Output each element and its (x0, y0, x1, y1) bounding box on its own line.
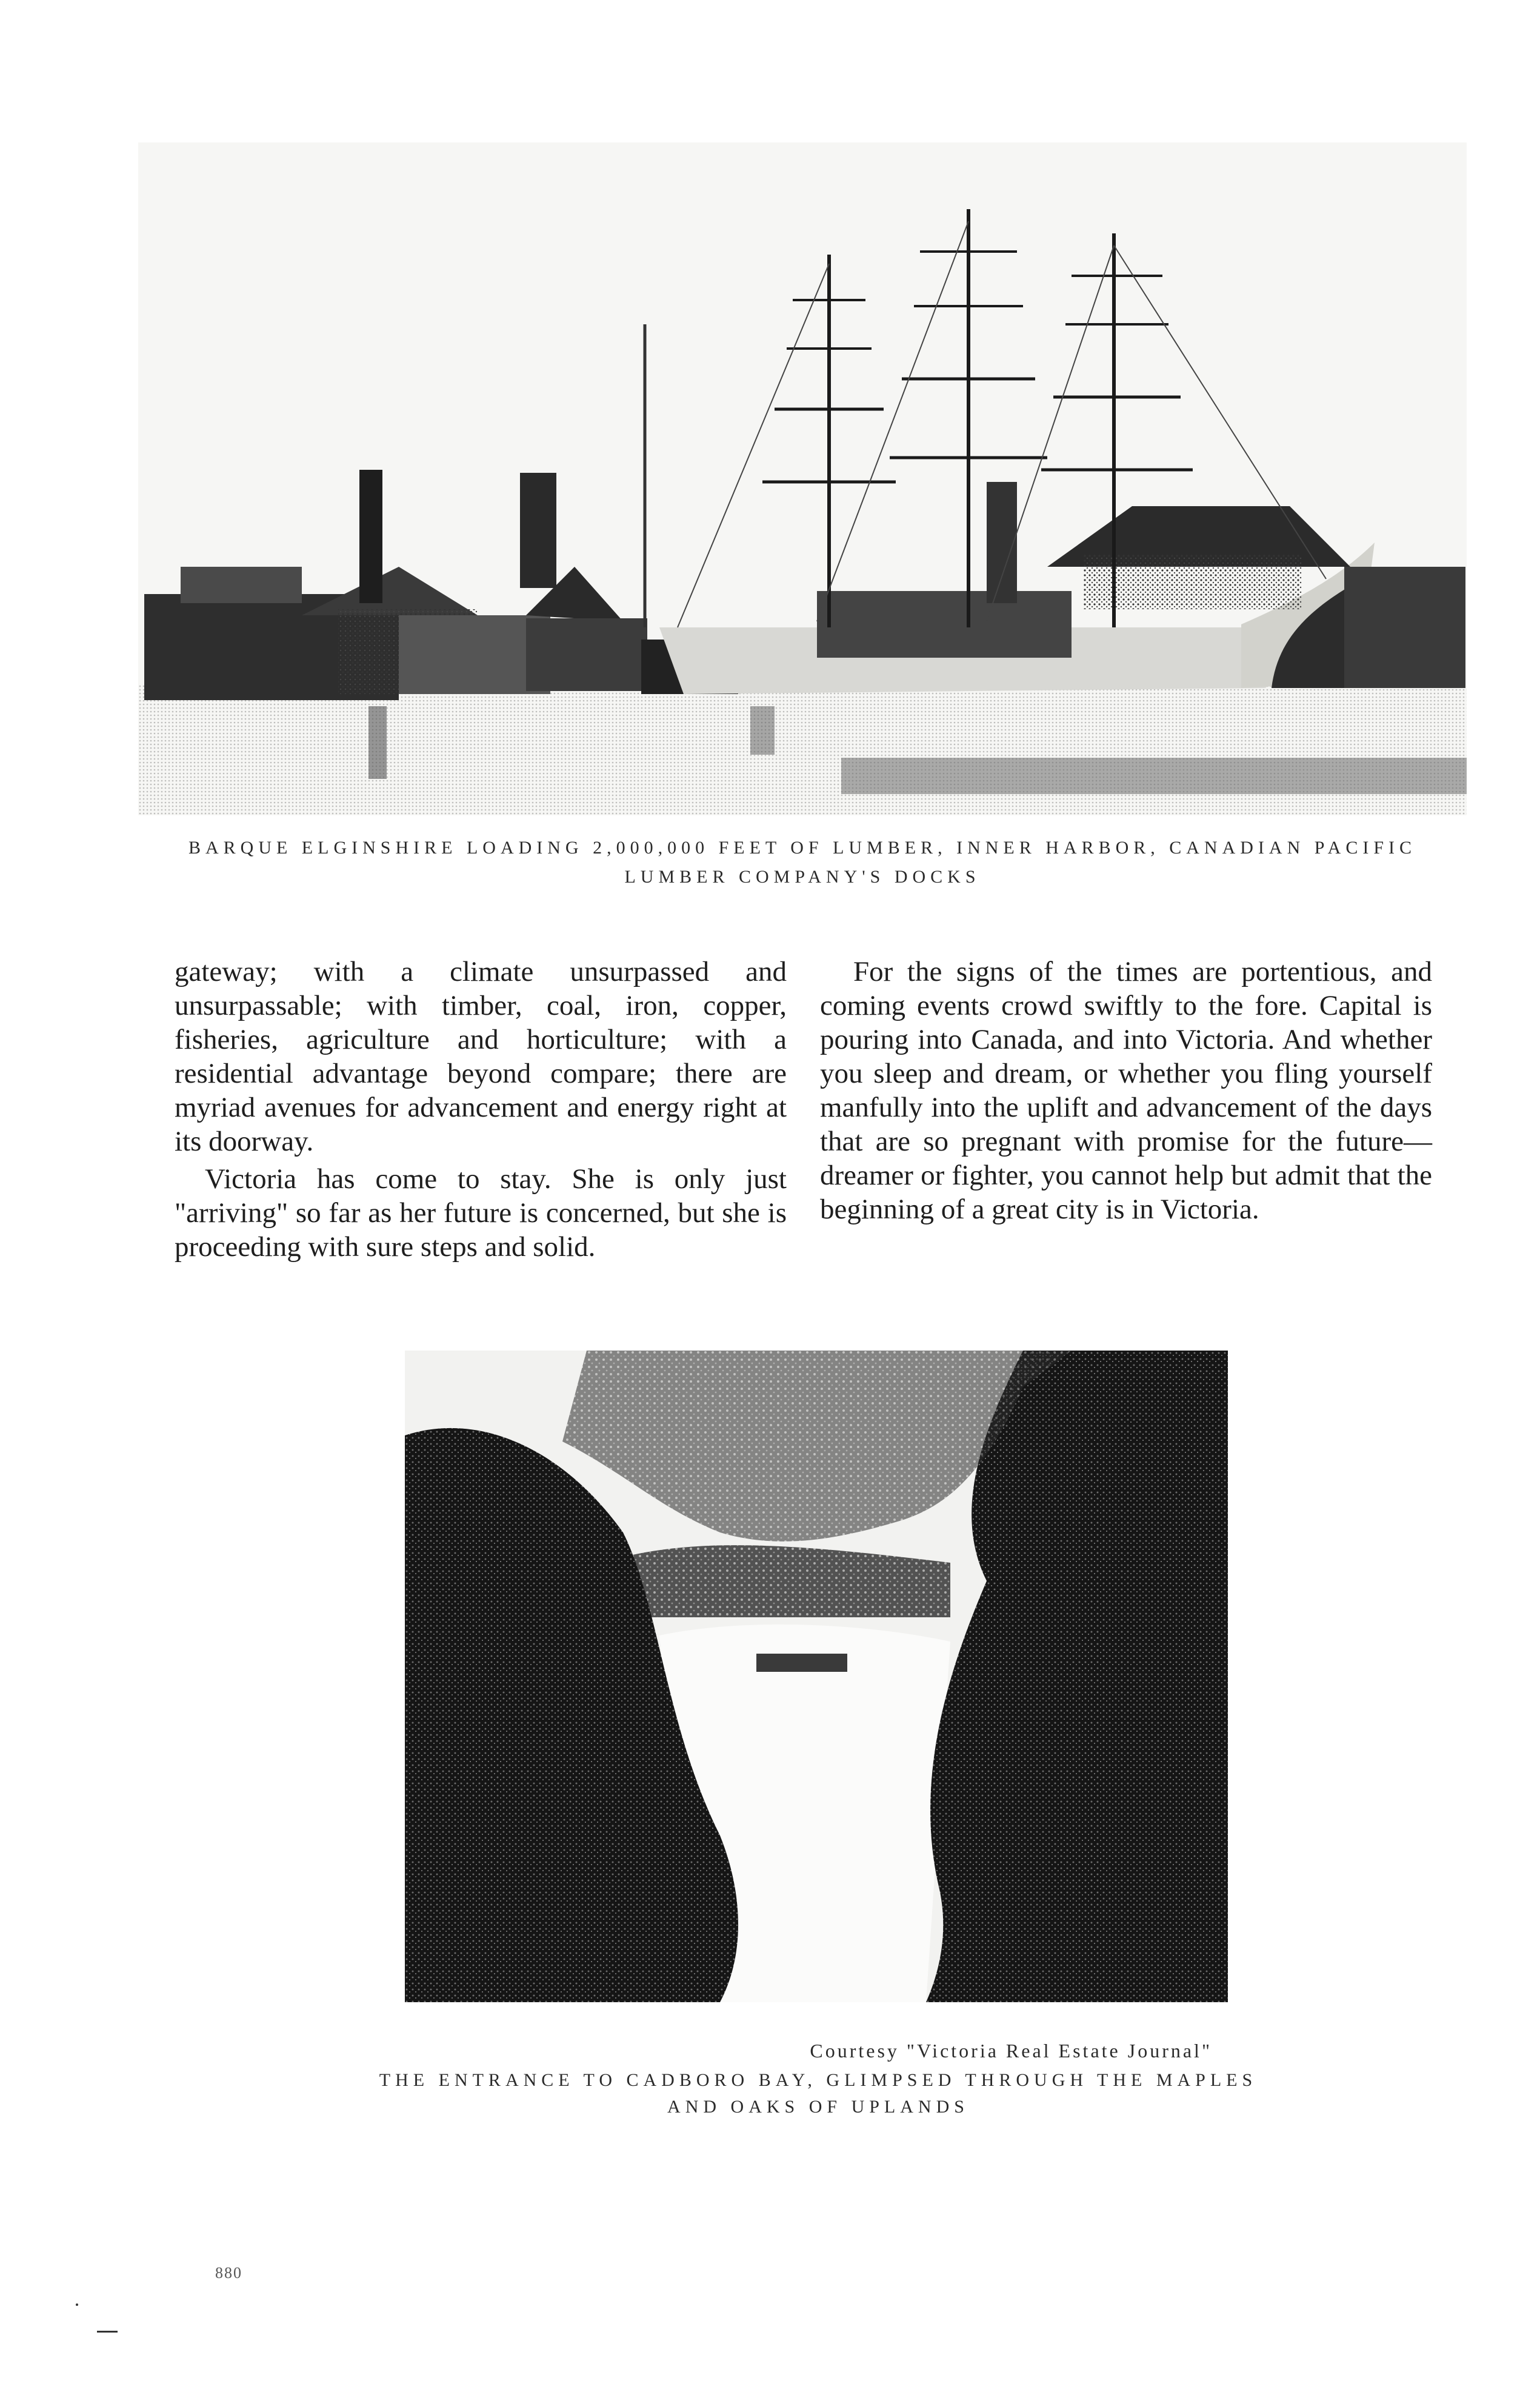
left-paragraph-1: gateway; with a climate unsurpassed and unsurpassable; with timber, coal, iron, copper, fisheries, agriculture and horticulture; with a residential advantage beyond compare; there are myriad avenues for advancement and energy right at its doorway. (175, 956, 787, 1157)
margin-speck (76, 2303, 78, 2306)
harbor-photograph (138, 142, 1467, 815)
top-photo-caption: BARQUE ELGINSHIRE LOADING 2,000,000 FEET OF LUMBER, INNER HARBOR, CANADIAN PACIFIC LUMBER COMPANY'S DOCKS (188, 838, 1417, 887)
page-number: 880 (215, 2264, 242, 2282)
left-paragraph-2: Victoria has come to stay. She is only just "arriving" so far as her future is concerned, but she is proceeding with sure steps and solid. (175, 1163, 787, 1263)
right-paragraph-1: For the signs of the times are portentious, and coming events crowd swiftly to the fore. Capital is pouring into Canada, and into Victoria. And whether you sleep and dream, or whether you fling yourself manfully into the uplift and advancement of the days that are so pregnant with promise for the future—dreamer or fighter, you cannot help but admit that the beginning of a great city is in Victoria. (820, 956, 1432, 1225)
photo-credit: Courtesy "Victoria Real Estate Journal" (810, 2040, 1212, 2062)
margin-mark (97, 2331, 118, 2333)
bottom-photo-caption: THE ENTRANCE TO CADBORO BAY, GLIMPSED THROUGH THE MAPLES AND OAKS OF UPLANDS (379, 2070, 1258, 2117)
cadboro-bay-photograph-art (405, 1351, 1228, 2002)
right-column (820, 955, 1432, 1226)
harbor-photograph-art (138, 142, 1467, 815)
left-column (175, 955, 787, 1264)
cadboro-bay-photograph (405, 1351, 1228, 2002)
